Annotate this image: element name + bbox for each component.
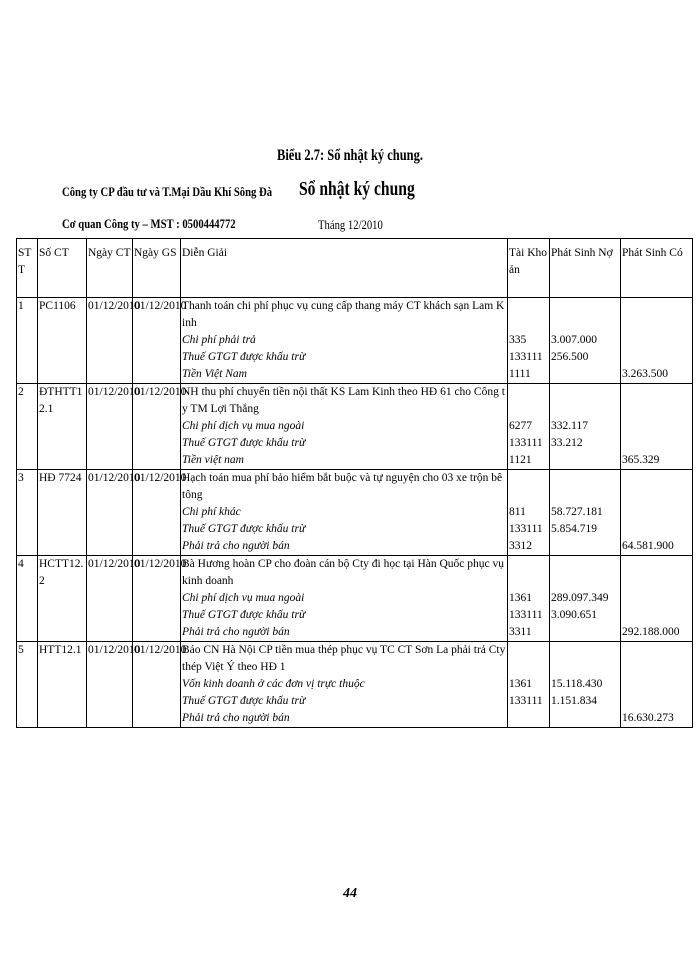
- account-cell: [508, 298, 550, 384]
- debit-value: [551, 366, 619, 383]
- spacer: [622, 573, 691, 590]
- credit-value: [622, 676, 691, 693]
- account-cell: [508, 470, 550, 556]
- spacer: [622, 659, 691, 676]
- spacer: [509, 384, 548, 401]
- credit-value: 64.581.900: [622, 540, 674, 552]
- column-header: Ngày CT: [87, 239, 133, 298]
- debit-cell: [550, 642, 621, 728]
- spacer: [551, 556, 619, 573]
- table-row: [17, 384, 693, 470]
- document-date-cell: [87, 556, 141, 642]
- document-number-text: HCTT12.2: [39, 558, 84, 587]
- spacer: [509, 487, 548, 504]
- page-number: 44: [343, 886, 357, 901]
- account-value: 1361: [509, 678, 532, 690]
- spacer: [551, 487, 619, 504]
- debit-value: [551, 452, 619, 469]
- account-value: 133111: [509, 437, 543, 449]
- credit-value: [622, 607, 691, 624]
- document-date-text: 01/12/2010: [88, 644, 141, 656]
- account-value: 811: [509, 506, 526, 518]
- column-header: Phát Sinh Có: [621, 239, 693, 298]
- debit-value: 5.854.719: [551, 523, 597, 535]
- document-number-cell: [38, 298, 87, 384]
- column-header: Diễn Giải: [181, 239, 508, 298]
- entry-description: NH thu phí chuyển tiền nội thất KS Lam Kinh theo HĐ 61 cho Công ty TM Lợi Thắng: [182, 386, 505, 415]
- description-cell: [181, 556, 508, 642]
- entry-description: Hạch toán mua phí bảo hiểm bắt buộc và tự nguyện cho 03 xe trộn bê tông: [182, 472, 503, 501]
- document-date-cell: [87, 470, 141, 556]
- document-number-cell: [38, 470, 87, 556]
- spacer: [509, 659, 548, 676]
- description-cell: [181, 642, 508, 728]
- credit-cell: [621, 642, 693, 728]
- document-date-text: 01/12/2010: [88, 472, 141, 484]
- table-row: [17, 470, 693, 556]
- account-label: Chi phí dịch vụ mua ngoài: [182, 592, 305, 604]
- spacer: [551, 401, 619, 418]
- table-row: [17, 556, 693, 642]
- debit-cell: [550, 298, 621, 384]
- spacer: [551, 470, 619, 487]
- credit-value: 292.188.000: [622, 626, 680, 638]
- stt-text: 1: [18, 300, 24, 312]
- spacer: [622, 401, 691, 418]
- credit-value: [622, 590, 691, 607]
- debit-cell: [550, 556, 621, 642]
- account-label: Chi phí phải trả: [182, 334, 256, 346]
- account-value: 1121: [509, 454, 532, 466]
- credit-value: [622, 418, 691, 435]
- debit-value: [551, 710, 619, 727]
- posting-date-text: 01/12/2010: [134, 300, 187, 312]
- debit-value: 256.500: [551, 351, 589, 363]
- debit-value: 1.151.834: [551, 695, 597, 707]
- account-label: Thuế GTGT được khấu trừ: [182, 609, 306, 621]
- stt-text: 2: [18, 386, 24, 398]
- debit-value: [551, 538, 619, 555]
- account-label: Phải trả cho người bán: [182, 626, 290, 638]
- journal-table: [16, 238, 693, 728]
- column-header: STT: [17, 239, 38, 298]
- entry-description: Bà Hương hoàn CP cho đoàn cán bộ Cty đi học tại Hàn Quốc phục vụ kinh doanh: [182, 558, 505, 587]
- spacer: [509, 470, 548, 487]
- debit-cell: [550, 384, 621, 470]
- account-value: 3311: [509, 626, 532, 638]
- document-date-text: 01/12/2010: [88, 558, 141, 570]
- credit-cell: [621, 384, 693, 470]
- spacer: [622, 642, 691, 659]
- account-label: Thuế GTGT được khấu trừ: [182, 695, 306, 707]
- credit-value: [622, 521, 691, 538]
- credit-value: 365.329: [622, 454, 660, 466]
- debit-value: [551, 624, 619, 641]
- account-label: Thuế GTGT được khấu trừ: [182, 351, 306, 363]
- account-value: 6277: [509, 420, 532, 432]
- spacer: [622, 315, 691, 332]
- posting-date-text: 01/12/2010: [134, 558, 187, 570]
- account-value: [509, 710, 548, 727]
- account-label: Thuế GTGT được khấu trừ: [182, 437, 306, 449]
- stt-text: 4: [18, 558, 24, 570]
- spacer: [622, 556, 691, 573]
- stt-cell: [17, 384, 38, 470]
- stt-cell: [17, 556, 38, 642]
- credit-value: [622, 332, 691, 349]
- credit-value: [622, 693, 691, 710]
- stt-text: 5: [18, 644, 24, 656]
- posting-date-cell: [133, 470, 187, 556]
- account-label: Tiền Việt Nam: [182, 368, 247, 380]
- spacer: [551, 659, 619, 676]
- account-cell: [508, 642, 550, 728]
- account-value: 133111: [509, 523, 543, 535]
- posting-date-cell: [133, 384, 187, 470]
- column-header: Số CT: [38, 239, 87, 298]
- spacer: [551, 573, 619, 590]
- document-number-text: ĐTHTT12.1: [39, 386, 83, 415]
- account-value: 1361: [509, 592, 532, 604]
- spacer: [551, 384, 619, 401]
- document-number-cell: [38, 384, 87, 470]
- debit-value: 15.118.430: [551, 678, 603, 690]
- credit-cell: [621, 298, 693, 384]
- account-label: Phải trả cho người bán: [182, 540, 290, 552]
- spacer: [551, 298, 619, 315]
- posting-date-cell: [133, 642, 187, 728]
- document-caption: Biểu 2.7: Sổ nhật ký chung.: [276, 147, 423, 164]
- account-cell: [508, 384, 550, 470]
- account-value: 3312: [509, 540, 532, 552]
- description-cell: [181, 298, 508, 384]
- column-header: Ngày GS: [133, 239, 181, 298]
- account-cell: [508, 556, 550, 642]
- stt-text: 3: [18, 472, 24, 484]
- credit-value: 3.263.500: [622, 368, 668, 380]
- document-number-cell: [38, 556, 87, 642]
- spacer: [622, 298, 691, 315]
- spacer: [509, 573, 548, 590]
- document-date-cell: [87, 384, 141, 470]
- spacer: [622, 470, 691, 487]
- document-date-cell: [87, 642, 141, 728]
- spacer: [509, 401, 548, 418]
- account-label: Phải trả cho người bán: [182, 712, 290, 724]
- document-number-text: HĐ 7724: [39, 472, 82, 484]
- spacer: [509, 315, 548, 332]
- report-month: Tháng 12/2010: [318, 217, 383, 232]
- account-label: Tiền việt nam: [182, 454, 244, 466]
- credit-value: [622, 435, 691, 452]
- debit-value: 332.117: [551, 420, 588, 432]
- document-number-cell: [38, 642, 87, 728]
- spacer: [551, 642, 619, 659]
- debit-value: 3.007.000: [551, 334, 597, 346]
- document-date-text: 01/12/2010: [88, 386, 141, 398]
- document-date-text: 01/12/2010: [88, 300, 141, 312]
- document-number-text: PC1106: [39, 300, 76, 312]
- spacer: [509, 298, 548, 315]
- account-value: 133111: [509, 695, 543, 707]
- credit-value: [622, 349, 691, 366]
- account-value: 335: [509, 334, 527, 346]
- spacer: [509, 642, 548, 659]
- document-number-text: HTT12.1: [39, 644, 82, 656]
- account-label: Vốn kinh doanh ở các đơn vị trực thuộc: [182, 678, 365, 690]
- spacer: [551, 315, 619, 332]
- stt-cell: [17, 298, 38, 384]
- debit-cell: [550, 470, 621, 556]
- company-name: Công ty CP đầu tư và T.Mại Dầu Khí Sông Đà: [62, 184, 273, 199]
- stt-cell: [17, 470, 38, 556]
- description-cell: [181, 384, 508, 470]
- credit-cell: [621, 556, 693, 642]
- debit-value: 3.090.651: [551, 609, 597, 621]
- column-header: Phát Sinh Nợ: [550, 239, 621, 298]
- table-header-row: [17, 239, 693, 298]
- account-value: 133111: [509, 609, 543, 621]
- debit-value: 289.097.349: [551, 592, 609, 604]
- account-value: 133111: [509, 351, 543, 363]
- table-row: [17, 642, 693, 728]
- entry-description: Thanh toán chi phí phục vụ cung cấp thang máy CT khách sạn Lam Kinh: [182, 300, 505, 329]
- posting-date-text: 01/12/2010: [134, 386, 187, 398]
- credit-value: [622, 504, 691, 521]
- posting-date-text: 01/12/2010: [134, 472, 187, 484]
- spacer: [622, 384, 691, 401]
- column-header: Tài Khoản: [508, 239, 550, 298]
- account-label: Chi phí dịch vụ mua ngoài: [182, 420, 305, 432]
- account-value: 1111: [509, 368, 531, 380]
- posting-date-text: 01/12/2010: [134, 644, 187, 656]
- document-date-cell: [87, 298, 141, 384]
- table-row: [17, 298, 693, 384]
- account-label: Thuế GTGT được khấu trừ: [182, 523, 306, 535]
- debit-value: 58.727.181: [551, 506, 603, 518]
- posting-date-cell: [133, 298, 187, 384]
- account-label: Chi phí khác: [182, 506, 241, 518]
- credit-cell: [621, 470, 693, 556]
- tax-id-line: Cơ quan Công ty – MST : 0500444772: [62, 216, 236, 231]
- page-title: Sổ nhật ký chung: [299, 178, 415, 200]
- posting-date-cell: [133, 556, 187, 642]
- description-cell: [181, 470, 508, 556]
- stt-cell: [17, 642, 38, 728]
- debit-value: 33.212: [551, 437, 583, 449]
- entry-description: Báo CN Hà Nội CP tiền mua thép phục vụ TC CT Sơn La phải trả Cty thép Việt Ý theo HĐ 1: [182, 644, 506, 673]
- credit-value: 16.630.273: [622, 712, 674, 724]
- spacer: [509, 556, 548, 573]
- spacer: [622, 487, 691, 504]
